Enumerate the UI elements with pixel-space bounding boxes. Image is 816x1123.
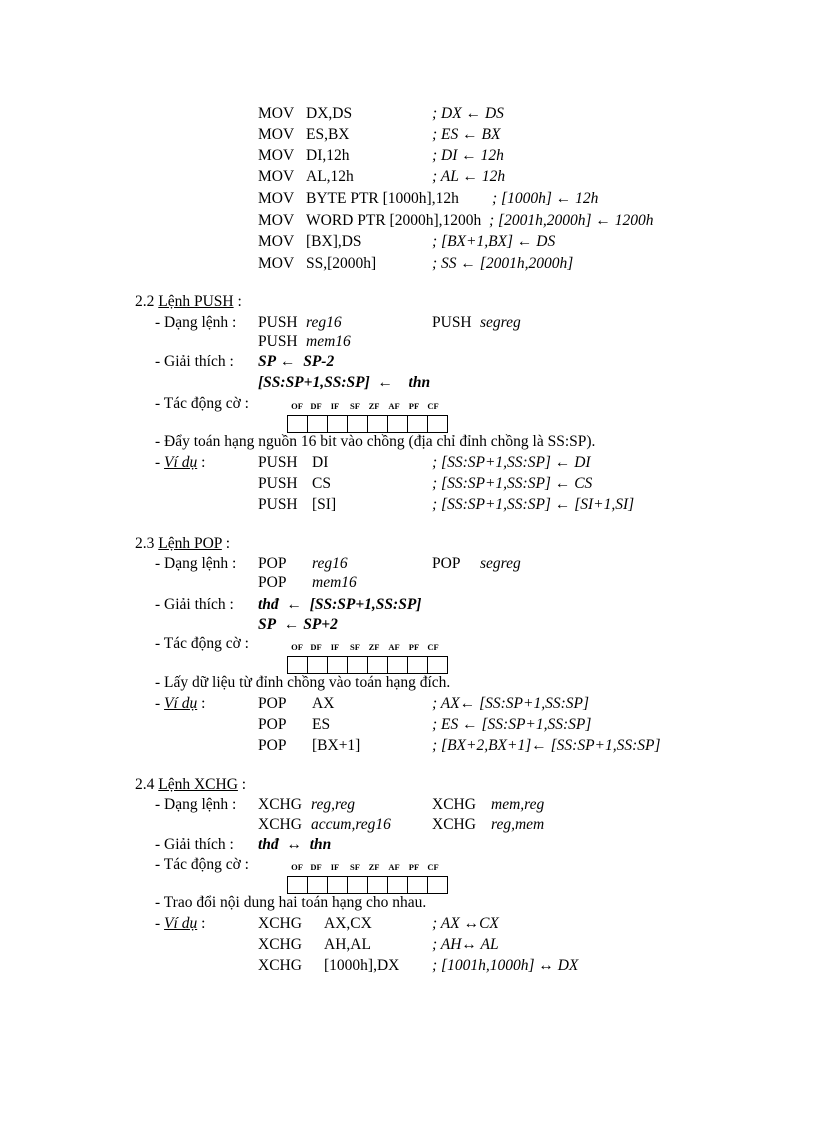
flag-label: SF — [350, 642, 360, 652]
code-instr: PUSH — [258, 314, 298, 331]
form-label: - Dạng lệnh : — [155, 314, 237, 331]
explain-line: thđ ← [SS:SP+1,SS:SP] — [258, 596, 422, 613]
flag-label: CF — [427, 862, 439, 872]
form-label: - Dạng lệnh : — [155, 555, 237, 572]
code-arg: accum,reg16 — [311, 816, 391, 833]
flag-label: ZF — [368, 401, 380, 411]
explain-line: thđ ↔ thn — [258, 836, 332, 853]
description: - Đẩy toán hạng nguồn 16 bit vào chồng (địa chỉ đỉnh chồng là SS:SP). — [155, 433, 596, 450]
flag-label: IF — [330, 642, 340, 652]
explain-line: SP ← SP+2 — [258, 616, 338, 633]
flags-label: - Tác động cờ : — [155, 635, 249, 652]
flag-label: AF — [388, 401, 400, 411]
flag-label: OF — [291, 642, 303, 652]
code-instr: PUSH — [258, 454, 298, 471]
code-comment: ; ES ← [SS:SP+1,SS:SP] — [432, 716, 592, 733]
description: - Lấy dữ liệu từ đỉnh chồng vào toán hạng đích. — [155, 674, 451, 691]
flags-label: - Tác động cờ : — [155, 856, 249, 873]
code-operands: ES — [312, 716, 331, 733]
flag-label: IF — [330, 401, 340, 411]
flag-label: OF — [291, 862, 303, 872]
code-operands: SS,[2000h] — [306, 255, 377, 272]
flag-label: OF — [291, 401, 303, 411]
code-arg: mem16 — [312, 574, 357, 591]
code-instr: XCHG — [258, 816, 302, 833]
code-comment: ; SS ← [2001h,2000h] — [432, 255, 574, 272]
flag-label: ZF — [368, 642, 380, 652]
example-label: - Ví dụ : — [155, 454, 206, 471]
example-label: - Ví dụ : — [155, 695, 206, 712]
code-arg: mem16 — [306, 333, 351, 350]
code-comment: ; AH↔ AL — [432, 936, 499, 953]
code-comment: ; [BX+2,BX+1]← [SS:SP+1,SS:SP] — [432, 737, 661, 754]
form-label: - Dạng lệnh : — [155, 796, 237, 813]
code-operands: [SI] — [312, 496, 337, 513]
flag-label: ZF — [368, 862, 380, 872]
example-label: - Ví dụ : — [155, 915, 206, 932]
flag-label: DF — [310, 642, 322, 652]
flag-label: CF — [427, 401, 439, 411]
explain-line: SP ← SP-2 — [258, 353, 335, 370]
code-arg: reg,reg — [311, 796, 356, 813]
code-operands: AH,AL — [324, 936, 371, 953]
code-operands: DX,DS — [306, 105, 353, 122]
flag-label: AF — [388, 642, 400, 652]
code-arg: reg16 — [312, 555, 348, 572]
flag-label: CF — [427, 642, 439, 652]
description: - Trao đổi nội dung hai toán hạng cho nhau. — [155, 894, 427, 911]
code-arg: segreg — [480, 555, 521, 572]
code-comment: ; AL ← 12h — [432, 168, 506, 185]
code-comment: ; AX← [SS:SP+1,SS:SP] — [432, 695, 589, 712]
flag-label: SF — [350, 401, 360, 411]
code-instr: POP — [258, 695, 287, 712]
code-comment: ; [1000h] ← 12h — [492, 190, 599, 207]
code-operands: CS — [312, 475, 331, 492]
section-heading: 2.4 Lệnh XCHG : — [135, 776, 247, 793]
code-instr: POP — [258, 737, 287, 754]
flag-label: PF — [408, 401, 420, 411]
code-comment: ; [1001h,1000h] ↔ DX — [432, 957, 579, 974]
code-operands: [BX+1] — [312, 737, 361, 754]
code-instr: MOV — [258, 255, 295, 272]
code-comment: ; DX ← DS — [432, 105, 504, 122]
section-heading: 2.2 Lệnh PUSH : — [135, 293, 242, 310]
code-instr: POP — [432, 555, 461, 572]
code-instr: PUSH — [432, 314, 472, 331]
flag-label: IF — [330, 862, 340, 872]
flag-label: PF — [408, 642, 420, 652]
flag-label: SF — [350, 862, 360, 872]
code-instr: PUSH — [258, 475, 298, 492]
flag-label: DF — [310, 862, 322, 872]
code-instr: PUSH — [258, 496, 298, 513]
code-comment: ; [SS:SP+1,SS:SP] ← CS — [432, 475, 593, 492]
code-comment: ; ES ← BX — [432, 126, 501, 143]
code-instr: XCHG — [258, 936, 302, 953]
flag-label: AF — [388, 862, 400, 872]
code-arg: mem,reg — [491, 796, 545, 813]
flags-label: - Tác động cờ : — [155, 395, 249, 412]
code-instr: POP — [258, 555, 287, 572]
code-comment: ; [SS:SP+1,SS:SP] ← DI — [432, 454, 591, 471]
code-instr: MOV — [258, 126, 295, 143]
code-operands: WORD PTR [2000h],1200h — [306, 212, 482, 229]
code-instr: XCHG — [432, 796, 476, 813]
code-instr: POP — [258, 574, 287, 591]
code-instr: MOV — [258, 105, 295, 122]
code-operands: ES,BX — [306, 126, 350, 143]
code-instr: MOV — [258, 212, 295, 229]
code-comment: ; DI ← 12h — [432, 147, 504, 164]
code-operands: AL,12h — [306, 168, 354, 185]
code-instr: PUSH — [258, 333, 298, 350]
code-operands: [1000h],DX — [324, 957, 400, 974]
explain-label: - Giải thích : — [155, 596, 234, 613]
code-instr: POP — [258, 716, 287, 733]
code-comment: ; [2001h,2000h] ← 1200h — [489, 212, 654, 229]
section-heading: 2.3 Lệnh POP : — [135, 535, 231, 552]
flag-cells — [287, 876, 448, 894]
code-instr: XCHG — [258, 957, 302, 974]
code-instr: MOV — [258, 168, 295, 185]
explain-label: - Giải thích : — [155, 353, 234, 370]
code-instr: MOV — [258, 190, 295, 207]
code-operands: DI,12h — [306, 147, 350, 164]
flag-cells — [287, 656, 448, 674]
code-arg: reg,mem — [491, 816, 545, 833]
code-arg: reg16 — [306, 314, 342, 331]
flag-label: DF — [310, 401, 322, 411]
code-operands: BYTE PTR [1000h],12h — [306, 190, 459, 207]
code-comment: ; [BX+1,BX] ← DS — [432, 233, 556, 250]
code-arg: segreg — [480, 314, 521, 331]
flag-label: PF — [408, 862, 420, 872]
explain-line: [SS:SP+1,SS:SP] ← thn — [258, 374, 431, 391]
flag-cells — [287, 415, 448, 433]
explain-label: - Giải thích : — [155, 836, 234, 853]
code-comment: ; [SS:SP+1,SS:SP] ← [SI+1,SI] — [432, 496, 635, 513]
code-instr: XCHG — [432, 816, 476, 833]
code-operands: AX,CX — [324, 915, 372, 932]
code-instr: XCHG — [258, 796, 302, 813]
code-instr: MOV — [258, 233, 295, 250]
code-comment: ; AX ↔CX — [432, 915, 499, 932]
code-operands: AX — [312, 695, 335, 712]
code-instr: MOV — [258, 147, 295, 164]
code-operands: DI — [312, 454, 329, 471]
code-instr: XCHG — [258, 915, 302, 932]
code-operands: [BX],DS — [306, 233, 362, 250]
